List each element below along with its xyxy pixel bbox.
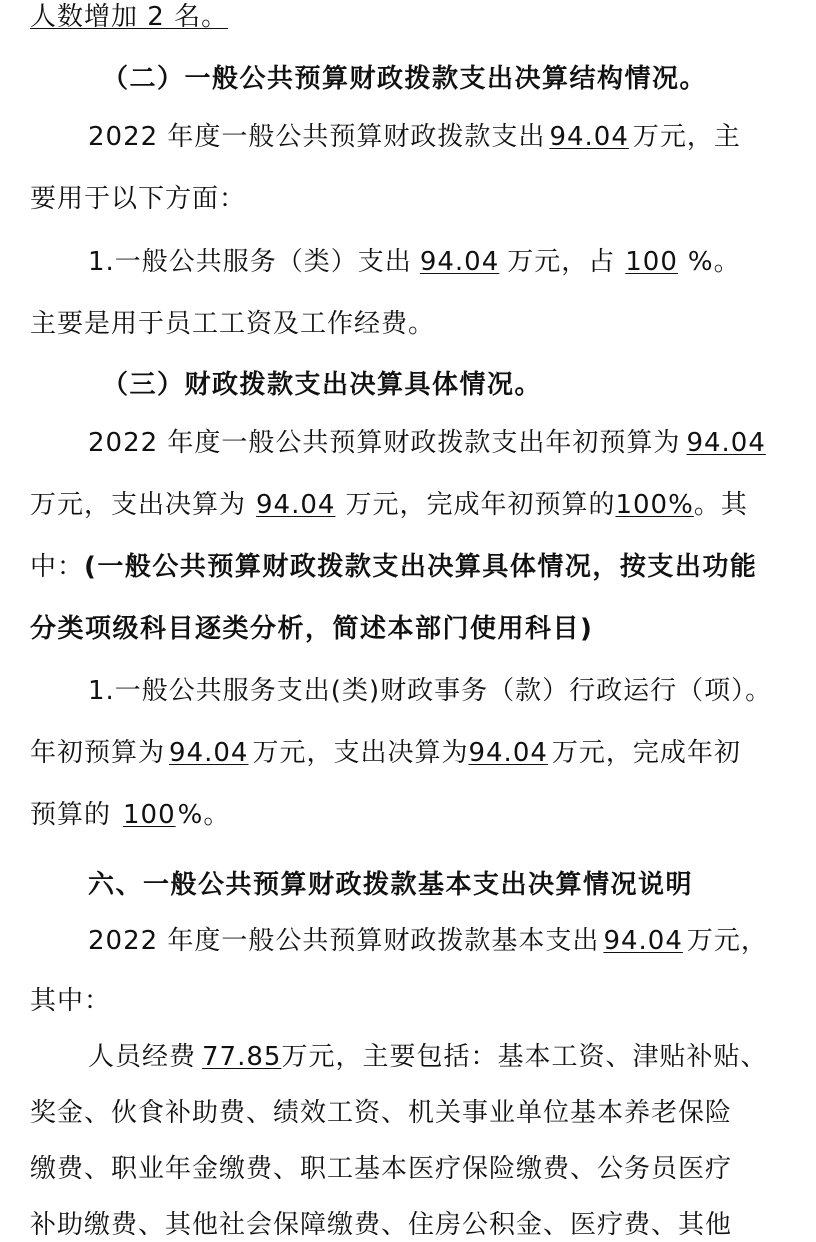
amount-value: 94.04 xyxy=(603,926,683,956)
paragraph-line xyxy=(30,798,230,832)
text: 要用于以下方面： xyxy=(30,184,247,214)
percent-value: 100 xyxy=(625,247,678,277)
paragraph-line xyxy=(30,550,757,584)
heading-text: 六、一般公共预算财政拨款基本支出决算情况说明 xyxy=(88,870,694,900)
section-heading xyxy=(102,62,707,96)
bold-note: 分类项级科目逐类分析，简述本部门使用科目) xyxy=(30,614,594,644)
text: 预算的 xyxy=(30,800,112,830)
paragraph-line xyxy=(30,1096,732,1130)
percent-value: 100% xyxy=(615,490,694,520)
text: 补助缴费、其他社会保障缴费、住房公积金、医疗费、其他 xyxy=(30,1210,733,1240)
text: 万元，占 xyxy=(507,247,616,277)
amount-value: 77.85 xyxy=(202,1042,282,1072)
text: 中： xyxy=(30,552,85,582)
text: 其中： xyxy=(30,986,112,1016)
text: 万元，主 xyxy=(632,122,741,152)
text: 1.一般公共服务（类）支出 xyxy=(88,247,412,277)
amount-value: 94.04 xyxy=(549,122,629,152)
text: 万元，完成年初预算的 xyxy=(345,490,616,520)
text: 缴费、职业年金缴费、职工基本医疗保险缴费、公务员医疗 xyxy=(30,1154,733,1184)
text: 万元，完成年初 xyxy=(551,738,741,768)
amount-value: 94.04 xyxy=(468,738,548,768)
paragraph-line xyxy=(30,1208,732,1242)
amount-value: 94.04 xyxy=(256,490,336,520)
percent-value: 100 xyxy=(123,800,176,830)
text: 万元，支出决算为 xyxy=(252,738,469,768)
amount-value: 94.04 xyxy=(169,738,249,768)
amount-value: 94.04 xyxy=(686,428,766,458)
paragraph-line xyxy=(88,1040,767,1074)
paragraph-line xyxy=(30,612,593,646)
text: 2022 年度一般公共预算财政拨款支出 xyxy=(88,122,546,152)
text: 1.一般公共服务支出(类)财政事务（款）行政运行（项）。 xyxy=(88,676,773,706)
text: 万元，主要包括：基本工资、津贴补贴、 xyxy=(281,1042,768,1072)
text: 万元，支出决算为 xyxy=(30,490,247,520)
heading-text: （二）一般公共预算财政拨款支出决算结构情况。 xyxy=(102,64,708,94)
bold-note: (一般公共预算财政拨款支出决算具体情况，按支出功能 xyxy=(84,552,758,582)
text: %。 xyxy=(687,247,741,277)
paragraph-line xyxy=(30,0,228,34)
paragraph-line xyxy=(88,426,766,460)
paragraph-line xyxy=(30,1152,732,1186)
paragraph-line xyxy=(30,182,246,216)
paragraph-line xyxy=(30,307,435,341)
paragraph-line xyxy=(88,674,772,708)
heading-text: （三）财政拨款支出决算具体情况。 xyxy=(102,370,543,400)
text: 主要是用于员工工资及工作经费。 xyxy=(30,309,436,339)
underlined-text: 人数增加 2 名。 xyxy=(30,2,229,32)
text: %。 xyxy=(177,800,231,830)
section-heading xyxy=(102,368,542,402)
paragraph-line xyxy=(88,924,768,958)
paragraph-line xyxy=(88,245,741,279)
text: 万元， xyxy=(686,926,768,956)
amount-value: 94.04 xyxy=(419,247,500,277)
chapter-heading xyxy=(88,868,693,902)
paragraph-line xyxy=(30,488,748,522)
paragraph-line xyxy=(30,984,111,1018)
text: 人员经费 xyxy=(88,1042,197,1072)
text: 2022 年度一般公共预算财政拨款支出年初预算为 xyxy=(88,428,681,458)
text: 年初预算为 xyxy=(30,738,166,768)
text: 。其 xyxy=(693,490,748,520)
text: 奖金、伙食补助费、绩效工资、机关事业单位基本养老保险 xyxy=(30,1098,733,1128)
paragraph-line xyxy=(30,736,741,770)
paragraph-line xyxy=(88,120,741,154)
text: 2022 年度一般公共预算财政拨款基本支出 xyxy=(88,926,600,956)
